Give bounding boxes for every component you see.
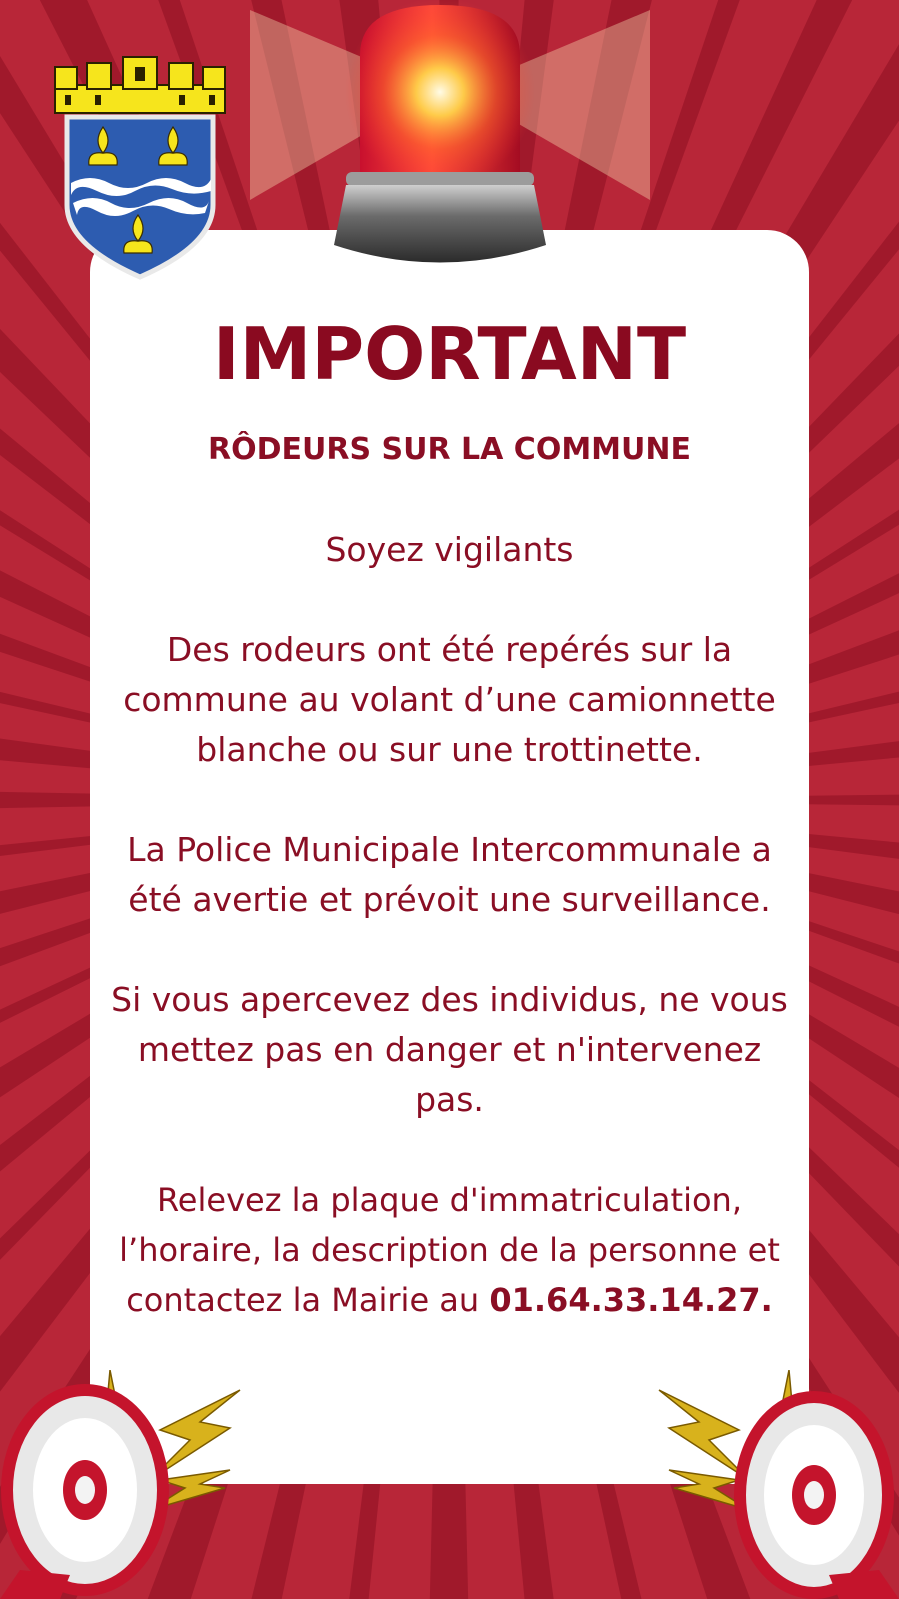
siren-light-icon bbox=[250, 0, 650, 275]
releve-line-3 bbox=[90, 1275, 809, 1325]
releve-paragraph bbox=[90, 1175, 809, 1325]
releve-line-3-prefix: contactez la Mairie au bbox=[126, 1281, 490, 1319]
rodeurs-paragraph bbox=[90, 625, 809, 775]
headline: IMPORTANT bbox=[212, 312, 687, 396]
individus-line-1: Si vous apercevez des individus, ne vous bbox=[111, 980, 788, 1019]
releve-line-2: l’horaire, la description de la personne et bbox=[119, 1231, 780, 1269]
megaphone-right-icon bbox=[649, 1370, 899, 1599]
vigilance-line: Soyez vigilants bbox=[325, 530, 574, 569]
coat-of-arms-icon bbox=[45, 55, 235, 280]
phone-number: 01.64.33.14.27. bbox=[489, 1281, 773, 1319]
individus-paragraph bbox=[90, 975, 809, 1125]
rodeurs-line-1: Des rodeurs ont été repérés sur la bbox=[166, 630, 733, 669]
releve-line-1: Relevez la plaque d'immatriculation, bbox=[157, 1181, 742, 1219]
police-line-1: La Police Municipale Intercommunale a bbox=[127, 830, 772, 869]
rodeurs-line-3: blanche ou sur une trottinette. bbox=[196, 730, 703, 769]
police-line-2: été avertie et prévoit une surveillance. bbox=[128, 880, 771, 919]
police-paragraph bbox=[90, 825, 809, 925]
notice-card bbox=[90, 230, 809, 1484]
individus-line-3: pas. bbox=[415, 1080, 484, 1119]
megaphone-icon bbox=[0, 1390, 163, 1599]
individus-line-2: mettez pas en danger et n'intervenez bbox=[137, 1030, 762, 1069]
subheadline: RÔDEURS SUR LA COMMUNE bbox=[208, 432, 691, 467]
megaphone-left-icon bbox=[0, 1370, 250, 1599]
vigilance-text bbox=[90, 525, 809, 575]
megaphone-icon bbox=[740, 1397, 899, 1599]
rodeurs-line-2: commune au volant d’une camionnette bbox=[123, 680, 776, 719]
